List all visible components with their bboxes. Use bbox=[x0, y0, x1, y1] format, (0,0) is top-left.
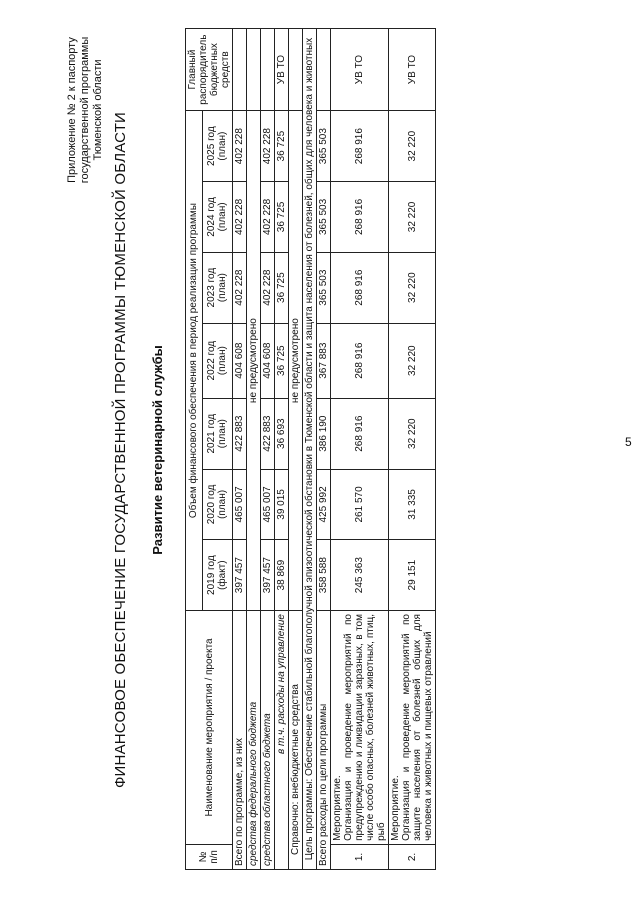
regional-label: средства областного бюджета bbox=[261, 611, 275, 870]
page-title: ФИНАНСОВОЕ ОБЕСПЕЧЕНИЕ ГОСУДАРСТВЕННОЙ ПРОГРАММЫ ТЮМЕНСКОЙ ОБЛАСТИ bbox=[112, 111, 129, 789]
year-2022: 2022 год (план) bbox=[202, 323, 232, 398]
header-num: № п/п bbox=[186, 844, 233, 869]
table-cell: 402 228 bbox=[261, 182, 275, 253]
table-cell: 32 220 bbox=[389, 398, 436, 469]
program-goal: Цель программы: Обеспечение стабильной благополучной эпизоотической обстановки в Тюменской области и защита населения от болезней, общих для человека и животных bbox=[303, 29, 317, 870]
offbudget-row bbox=[289, 29, 303, 870]
table-cell: 39 015 bbox=[275, 469, 289, 540]
manager-cell bbox=[289, 29, 303, 111]
goal-total-label: Всего расходы по цели программы bbox=[317, 611, 331, 870]
header-manager: Главный распорядитель бюджетных средств bbox=[186, 29, 233, 111]
table-cell: 268 916 bbox=[331, 398, 389, 469]
table-cell: 465 007 bbox=[233, 469, 247, 540]
year-2025: 2025 год (план) bbox=[202, 111, 232, 182]
table-cell: 32 220 bbox=[389, 323, 436, 398]
table-cell: 358 588 bbox=[317, 540, 331, 611]
year-2019: 2019 год (факт) bbox=[202, 540, 232, 611]
table-cell: 386 190 bbox=[317, 398, 331, 469]
table-cell: 36 725 bbox=[275, 323, 289, 398]
year-2020: 2020 год (план) bbox=[202, 469, 232, 540]
measure-row-1 bbox=[331, 29, 389, 870]
measure-row-2 bbox=[389, 29, 436, 870]
year-2021: 2021 год (план) bbox=[202, 398, 232, 469]
table-cell: 425 992 bbox=[317, 469, 331, 540]
table-cell: 32 220 bbox=[389, 111, 436, 182]
table-cell: 402 228 bbox=[261, 252, 275, 323]
table-cell: 404 608 bbox=[261, 323, 275, 398]
federal-label: средства федерального бюджета bbox=[247, 611, 261, 870]
table-cell: 29 151 bbox=[389, 540, 436, 611]
manager-cell bbox=[233, 29, 247, 111]
table-cell: 261 570 bbox=[331, 469, 389, 540]
offbudget-label: Справочно: внебюджетные средства bbox=[289, 611, 303, 870]
table-cell: 465 007 bbox=[261, 469, 275, 540]
manager-cell bbox=[247, 29, 261, 111]
federal-note: не предусмотрено bbox=[247, 111, 261, 611]
goal-total-row bbox=[317, 29, 331, 870]
measure-label: Мероприятие. bbox=[332, 775, 343, 841]
table-cell: 32 220 bbox=[389, 182, 436, 253]
table-cell: 36 725 bbox=[275, 111, 289, 182]
table-cell: 422 883 bbox=[261, 398, 275, 469]
offbudget-note: не предусмотрено bbox=[289, 111, 303, 611]
table-cell: 402 228 bbox=[233, 182, 247, 253]
table-cell: 365 503 bbox=[317, 182, 331, 253]
table-cell: 32 220 bbox=[389, 252, 436, 323]
table-cell: 402 228 bbox=[261, 111, 275, 182]
manager-cell: УВ ТО bbox=[389, 29, 436, 111]
measure-name bbox=[389, 611, 436, 845]
mgmt-label: в т.ч. расходы на управление bbox=[275, 611, 289, 870]
header-group: Объем финансового обеспечения в период реализации программы bbox=[186, 111, 203, 611]
table-cell: 31 335 bbox=[389, 469, 436, 540]
measure-text: Организация и проведение мероприятий по предупреждению и ликвидации заразных, в том числе особо опасных, болезней животных, птиц, рыб bbox=[343, 614, 387, 841]
table-cell: 422 883 bbox=[233, 398, 247, 469]
manager-cell: УВ ТО bbox=[275, 29, 289, 111]
mgmt-row bbox=[275, 29, 289, 870]
page-subtitle: Развитие ветеринарной службы bbox=[150, 345, 165, 555]
total-row bbox=[233, 29, 247, 870]
table-cell: 367 883 bbox=[317, 323, 331, 398]
manager-cell bbox=[261, 29, 275, 111]
federal-row bbox=[247, 29, 261, 870]
table-cell: 365 503 bbox=[317, 252, 331, 323]
measure-num: 2. bbox=[389, 844, 436, 869]
regional-row bbox=[261, 29, 275, 870]
table-cell: 268 916 bbox=[331, 111, 389, 182]
table-cell: 36 725 bbox=[275, 182, 289, 253]
measure-label: Мероприятие. bbox=[390, 775, 401, 841]
total-label: Всего по программе, из них bbox=[233, 611, 247, 870]
manager-cell: УВ ТО bbox=[331, 29, 389, 111]
measure-text: Организация и проведение мероприятий по защите населения от болезней общих для человека и животных и пищевых отравлений bbox=[401, 614, 434, 841]
table-cell: 245 363 bbox=[331, 540, 389, 611]
header-name: Наименование мероприятия / проекта bbox=[186, 611, 233, 845]
table-cell: 365 503 bbox=[317, 111, 331, 182]
header-row bbox=[186, 29, 203, 870]
page-number: 5 bbox=[625, 435, 632, 449]
goal-row bbox=[303, 29, 317, 870]
measure-num: 1. bbox=[331, 844, 389, 869]
table-cell: 404 608 bbox=[233, 323, 247, 398]
table-cell: 402 228 bbox=[233, 252, 247, 323]
table-cell: 402 228 bbox=[233, 111, 247, 182]
year-2024: 2024 год (план) bbox=[202, 182, 232, 253]
manager-cell bbox=[317, 29, 331, 111]
table-cell: 397 457 bbox=[261, 540, 275, 611]
table-cell: 38 869 bbox=[275, 540, 289, 611]
table-cell: 36 693 bbox=[275, 398, 289, 469]
year-2023: 2023 год (план) bbox=[202, 252, 232, 323]
table-cell: 397 457 bbox=[233, 540, 247, 611]
financing-table bbox=[185, 28, 436, 870]
appendix-note: Приложение № 2 к паспорту государственной программы Тюменской области bbox=[66, 36, 104, 184]
table-cell: 268 916 bbox=[331, 182, 389, 253]
table-cell: 268 916 bbox=[331, 252, 389, 323]
table-cell: 268 916 bbox=[331, 323, 389, 398]
measure-name bbox=[331, 611, 389, 845]
table-cell: 36 725 bbox=[275, 252, 289, 323]
